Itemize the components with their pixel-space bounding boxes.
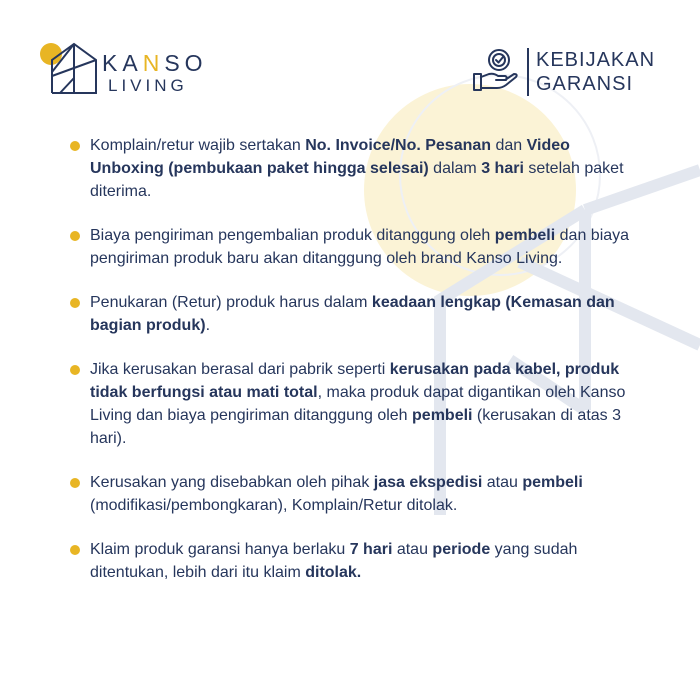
brand-name-kanso: KANSO xyxy=(102,50,208,76)
policy-text-bold: kerusakan pada kabel, produk tidak berfungsi atau mati total xyxy=(90,361,620,401)
bullet-dot-icon xyxy=(70,141,80,151)
policy-text-bold: Video Unboxing (pembukaan paket hingga selesai) xyxy=(90,137,570,177)
policy-item xyxy=(70,358,640,450)
policy-text: , maka produk dapat digantikan oleh Kanso Living dan biaya pengiriman ditanggung oleh xyxy=(90,384,626,424)
policy-item xyxy=(70,134,640,203)
title-line-kebijakan: KEBIJAKAN xyxy=(536,49,656,71)
policy-text-bold: periode xyxy=(432,541,491,558)
page-title xyxy=(536,48,655,96)
policy-text: atau xyxy=(392,541,433,558)
bullet-dot-icon xyxy=(70,231,80,241)
policy-text-bold: 3 hari xyxy=(481,160,524,177)
bullet-dot-icon xyxy=(70,478,80,488)
policy-text: atau xyxy=(482,474,523,491)
policy-text: yang sudah ditentukan, lebih dari itu klaim xyxy=(90,541,578,581)
policy-text: (modifikasi/pembongkaran), Komplain/Retur ditolak. xyxy=(90,497,458,514)
policy-text: Kerusakan yang disebabkan oleh pihak xyxy=(90,474,374,491)
policy-text: Komplain/retur wajib sertakan xyxy=(90,137,306,154)
policy-text: dan xyxy=(491,137,527,154)
policy-text-bold: No. Invoice/No. Pesanan xyxy=(305,137,492,154)
policy-text-bold: pembeli xyxy=(412,407,473,424)
bullet-dot-icon xyxy=(70,298,80,308)
policy-text: Jika kerusakan berasal dari pabrik seperti xyxy=(90,361,390,378)
policy-text-bold: pembeli xyxy=(494,227,556,244)
policy-text-bold: keadaan lengkap (Kemasan dan bagian produk) xyxy=(90,294,615,334)
policy-item xyxy=(70,471,640,517)
warranty-policy-header xyxy=(472,44,672,104)
house-logo-icon xyxy=(38,38,100,96)
title-line-garansi: GARANSI xyxy=(536,73,634,95)
policy-text: . xyxy=(205,317,211,334)
brand-name-living: LIVING xyxy=(108,76,188,95)
policy-text: dan biaya pengiriman produk baru akan ditanggung oleh brand Kanso Living. xyxy=(90,227,630,267)
policy-text: dalam xyxy=(428,160,482,177)
policy-item xyxy=(70,291,640,337)
policy-text: Penukaran (Retur) produk harus dalam xyxy=(90,294,372,311)
bullet-dot-icon xyxy=(70,545,80,555)
policy-text-bold: ditolak. xyxy=(305,564,362,581)
policy-text: setelah paket diterima. xyxy=(90,160,624,200)
policy-text: Biaya pengiriman pengembalian produk ditanggung oleh xyxy=(90,227,495,244)
policy-item xyxy=(70,538,640,584)
policy-text-bold: pembeli xyxy=(522,474,583,491)
hand-badge-icon xyxy=(472,46,520,94)
bullet-dot-icon xyxy=(70,365,80,375)
policy-text-bold: jasa ekspedisi xyxy=(373,474,483,491)
kanso-living-logo xyxy=(38,38,228,100)
policy-text: (kerusakan di atas 3 hari). xyxy=(90,407,622,447)
header-divider xyxy=(527,48,529,96)
policy-item xyxy=(70,224,640,270)
policy-text-bold: 7 hari xyxy=(349,541,393,558)
policy-list xyxy=(70,134,640,584)
policy-text: Klaim produk garansi hanya berlaku xyxy=(90,541,350,558)
